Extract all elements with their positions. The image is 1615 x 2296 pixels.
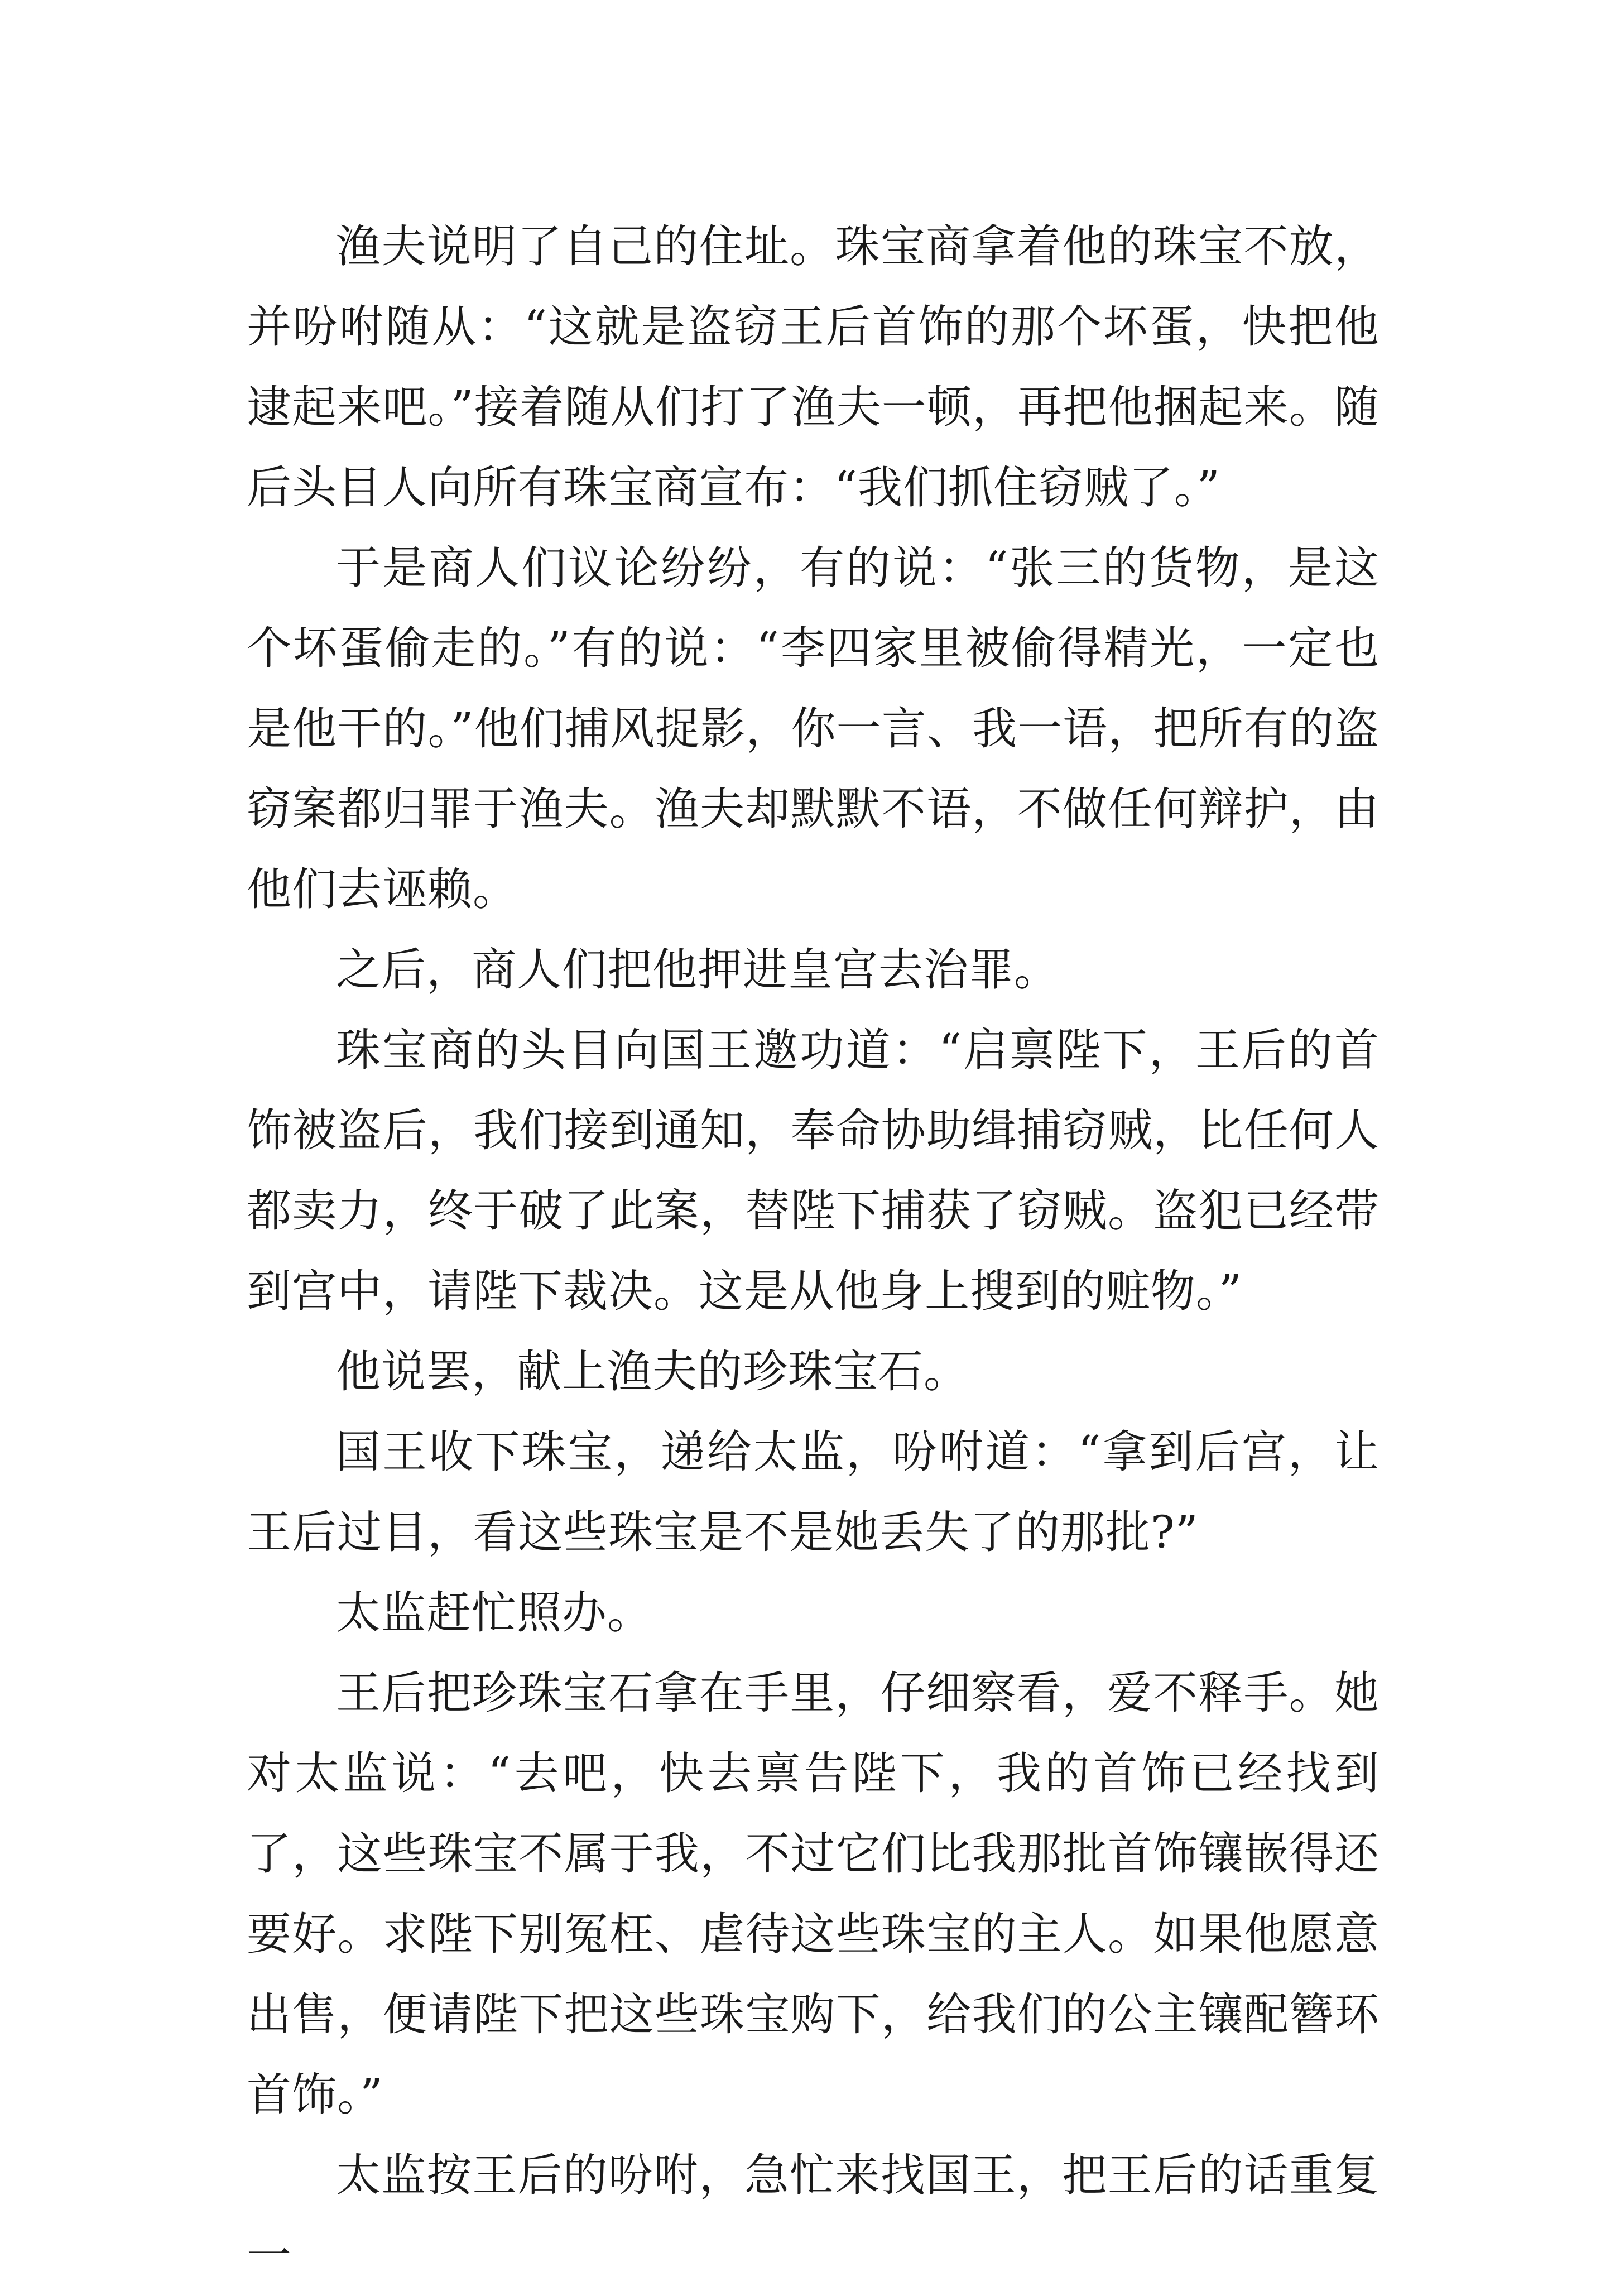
body-text xyxy=(247,206,1380,2296)
paragraph: 他说罢，献上渔夫的珍珠宝石。 xyxy=(336,1346,969,1397)
paragraph: 太监按王后的吩咐，急忙来找国王，把王后的话重复一 xyxy=(247,2149,1380,2281)
paragraph: 太监赶忙照办。 xyxy=(336,1587,652,1639)
paragraph: 国王收下珠宝，递给太监，吩咐道：“拿到后宫，让王后过目，看这些珠宝是不是她丢失了的那批?” xyxy=(247,1426,1380,1558)
paragraph: 珠宝商的头目向国王邀功道：“启禀陛下，王后的首饰被盗后，我们接到通知，奉命协助缉捕窃贼，比任何人都卖力，终于破了此案，替陛下捕获了窃贼。盗犯已经带到宫中，请陛下裁决。这是从他身上搜到的赃物。” xyxy=(247,1024,1380,1317)
paragraph: 渔夫说明了自己的住址。珠宝商拿着他的珠宝不放，并吩咐随从：“这就是盗窃王后首饰的那个坏蛋，快把他逮起来吧。”接着随从们打了渔夫一顿，再把他捆起来。随后头目人向所有珠宝商宣布：“我们抓住窃贼了。” xyxy=(247,220,1380,513)
paragraph: 之后，商人们把他押进皇宫去治罪。 xyxy=(336,944,1059,996)
paragraph: 王后把珍珠宝石拿在手里，仔细察看，爱不释手。她对太监说：“去吧，快去禀告陛下，我的首饰已经找到了，这些珠宝不属于我，不过它们比我那批首饰镶嵌得还要好。求陛下别冤枉、虐待这些珠宝的主人。如果他愿意出售，便请陛下把这些珠宝购下，给我们的公主镶配簪环首饰。” xyxy=(247,1667,1380,2121)
paragraph: 于是商人们议论纷纷，有的说：“张三的货物，是这个坏蛋偷走的。”有的说：“李四家里被偷得精光，一定也是他干的。”他们捕风捉影，你一言、我一语，把所有的盗窃案都归罪于渔夫。渔夫却默默不语，不做任何辩护，由他们去诬赖。 xyxy=(247,542,1380,915)
